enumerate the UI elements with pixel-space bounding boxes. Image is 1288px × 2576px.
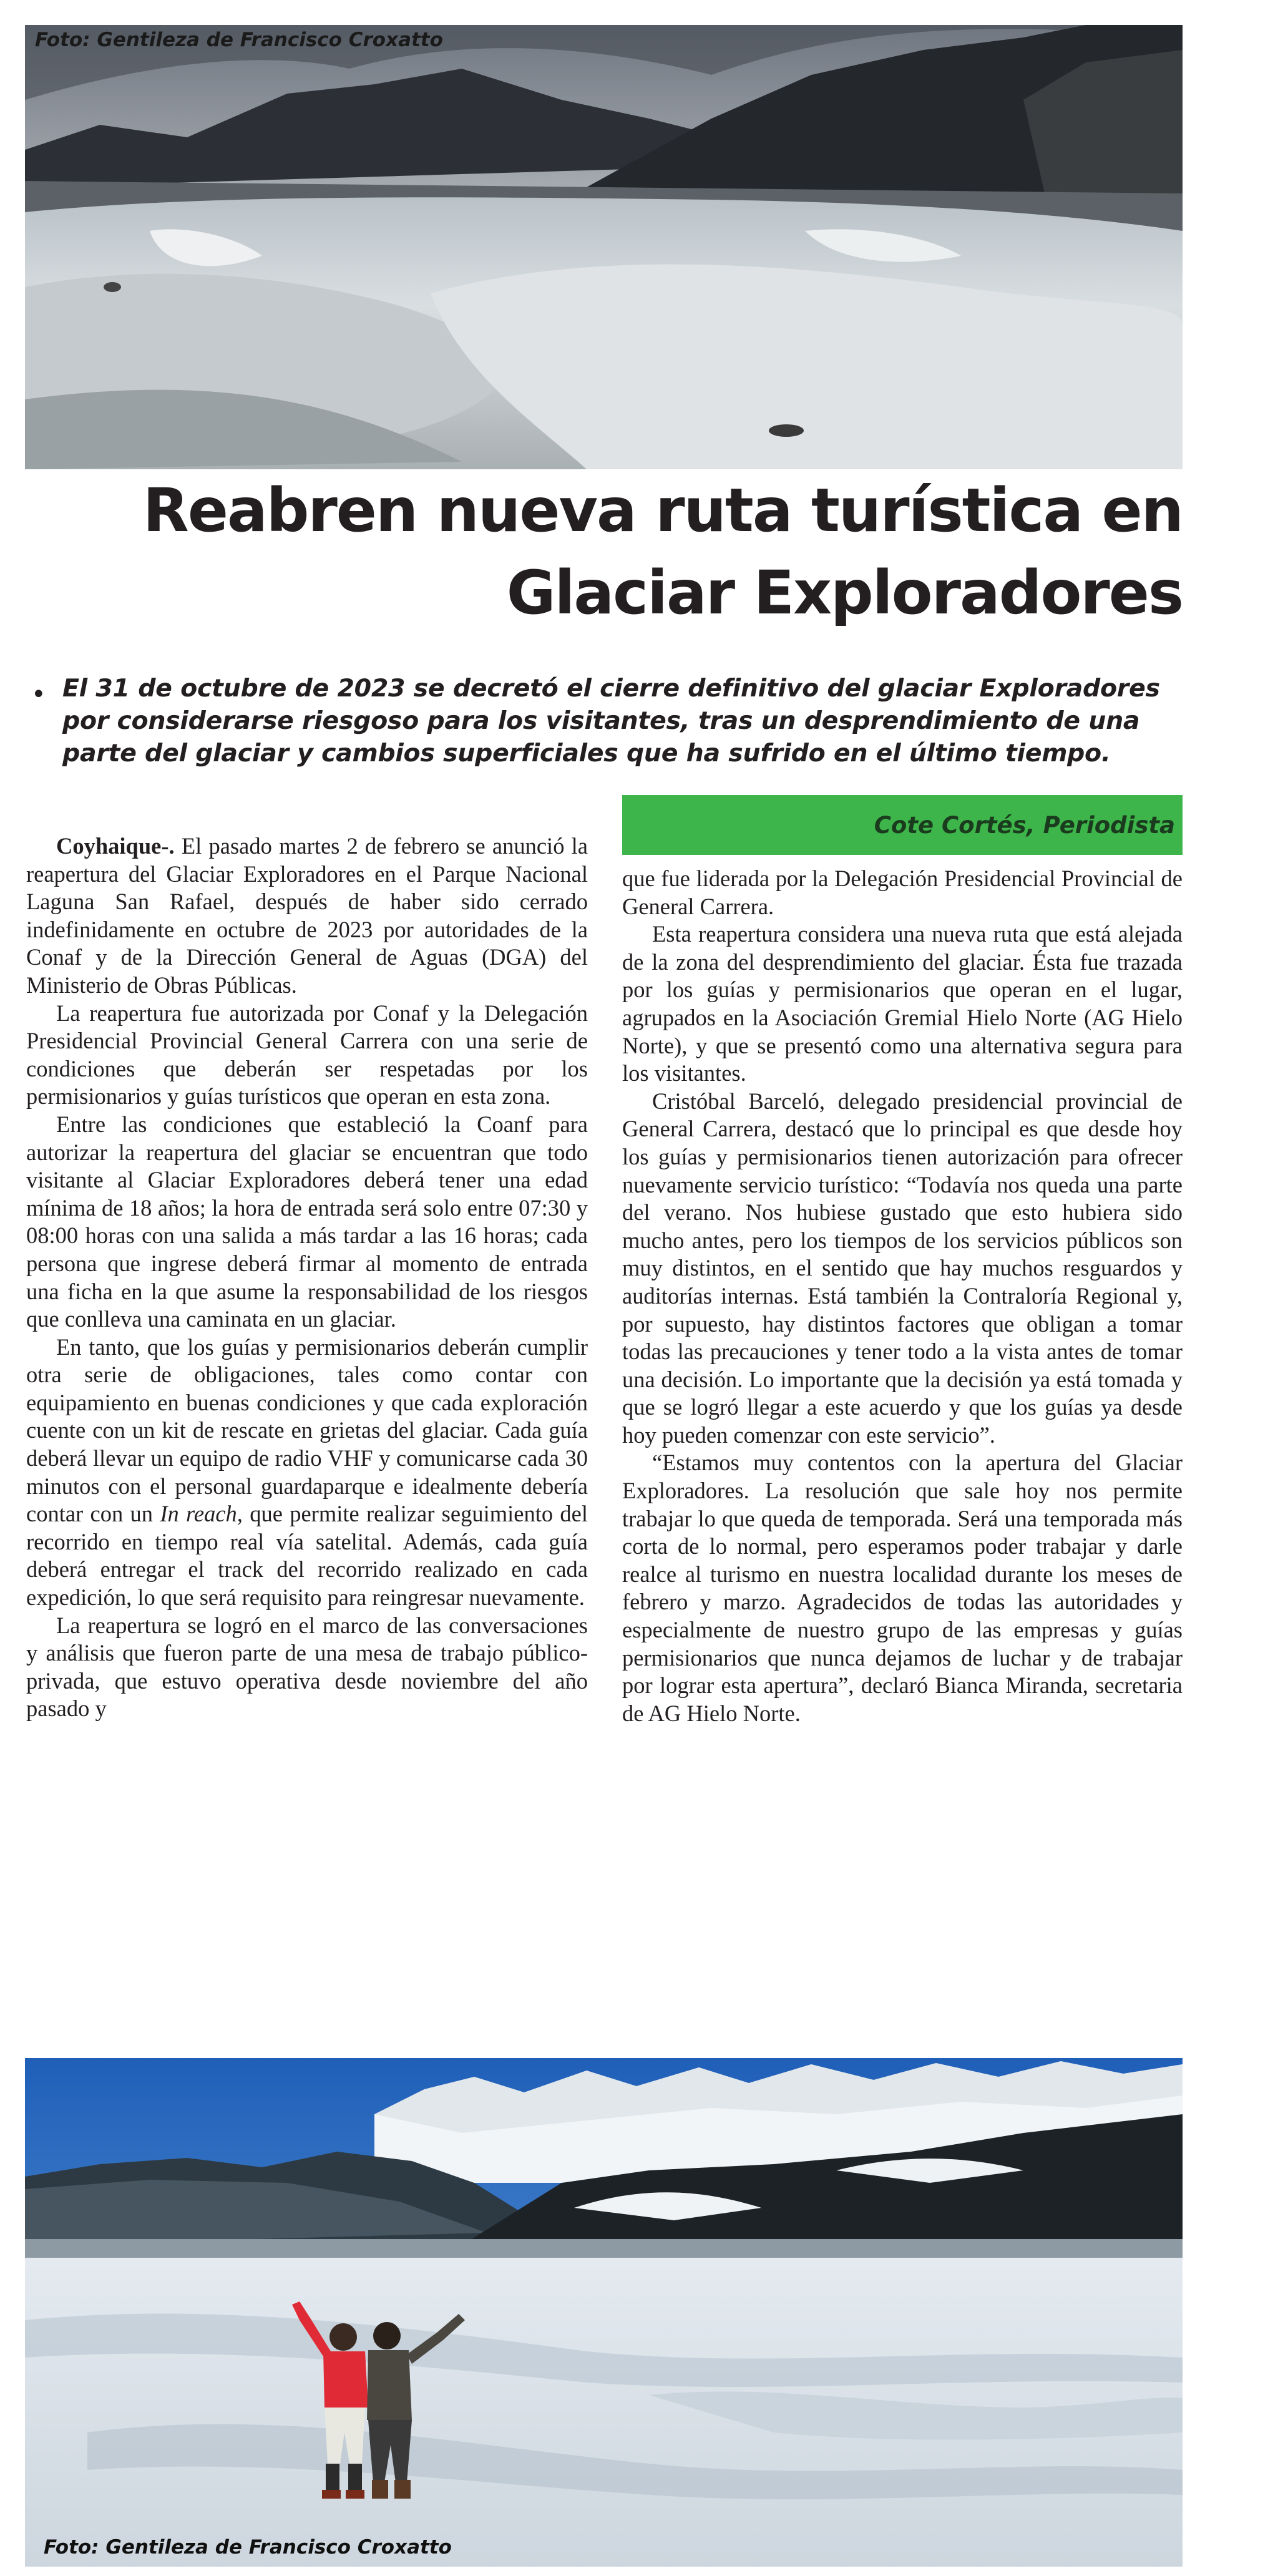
hikers-on-glacier-image xyxy=(25,2058,1183,2567)
headline-line-1: Reabren nueva ruta turística en xyxy=(142,476,1183,545)
headline-line-2: Glaciar Exploradores xyxy=(506,558,1183,628)
byline-banner xyxy=(622,795,1183,855)
top-glacier-photo xyxy=(25,25,1183,469)
paragraph-4 xyxy=(26,1334,588,1612)
article-column-left xyxy=(26,832,588,1723)
paragraph-5-part-a: La reapertura se logró en el marco de las conversaciones y análisis que fueron parte de una mesa de trabajo público-privada, que estuvo operativa desde noviembre del año pasado y xyxy=(26,1612,588,1722)
paragraph-3: Entre las condiciones que estableció la Coanf para autorizar la reapertura del glaciar se encuentran que todo visitante al Glaciar Exploradores deberá tener una edad mínima de 18 años; la hora de entrada será solo entre 07:30 y 08:00 horas con una salida a más tardar a las 16 horas; cada persona que ingrese deberá firmar al momento de entrada una ficha en la que asume la responsabilidad de los riesgos que conlleva una caminata en un glaciar. xyxy=(26,1111,588,1332)
bottom-glacier-photo xyxy=(25,2058,1183,2567)
bottom-photo-credit: Foto: Gentileza de Francisco Croxatto xyxy=(44,2536,452,2559)
glacier-landscape-image xyxy=(25,25,1183,469)
paragraph-4-emphasis: In reach, xyxy=(160,1501,243,1527)
paragraph-5-part-b: que fue liderada por la Delegación Presidencial Provincial de General Carrera. xyxy=(622,866,1183,919)
paragraph-4-text-a: En tanto, que los guías y permisionarios deberán cumplir otra serie de obligaciones, tales como contar con equipamiento en buenas condiciones y que cada exploración cuente con un kit de rescate en grietas del glaciar. Cada guía deberá llevar un equipo de radio VHF y comunicarse cada 30 minutos con el personal guardaparque e idealmente debería contar con un xyxy=(26,1334,588,1527)
paragraph-1-text: El pasado martes 2 de febrero se anunció la reapertura del Glaciar Exploradores en el Parque Nacional Laguna San Rafael, después de haber sido cerrado indefinidamente en octubre de 2023 por autoridades de la Conaf y de la Dirección General de Aguas (DGA) del Ministerio de Obras Públicas. xyxy=(26,833,588,998)
top-photo-credit: Foto: Gentileza de Francisco Croxatto xyxy=(35,29,443,51)
article-column-right xyxy=(622,865,1183,1727)
paragraph-2: La reapertura fue autorizada por Conaf y la Delegación Presidencial Provincial General Carrera con una serie de condiciones que deberán ser respetadas por los permisionarios y guías turísticos que operan en esta zona. xyxy=(26,1000,588,1110)
headline xyxy=(56,469,1183,634)
bullet-icon: • xyxy=(31,680,46,709)
paragraph-1 xyxy=(26,832,588,1000)
lede-text: El 31 de octubre de 2023 se decretó el cierre definitivo del glaciar Exploradores por considerarse riesgoso para los visitantes, tras un desprendimiento de una parte del glaciar y cambios superficiales que ha sufrido en el último tiempo. xyxy=(62,674,1160,768)
paragraph-8: “Estamos muy contentos con la apertura del Glaciar Exploradores. La resolución que sale hoy nos permite trabajar lo que queda de temporada. Será una temporada más corta de lo normal, pero esperamos poder trabajar y darle realce al turismo en nuestra localidad durante los meses de febrero y marzo. Agradecidos de todas las autoridades y especialmente de nuestro grupo de las empresas y guías permisionarios que nunca dejamos de luchar y de trabajar por lograr esta apertura”, declaró Bianca Miranda, secretaria de AG Hielo Norte. xyxy=(622,1450,1183,1726)
paragraph-7: Cristóbal Barceló, delegado presidencial provincial de General Carrera, destacó que lo principal es que desde hoy los guías y permisionarios tienen autorización para ofrecer nuevamente servicio turístico: “Todavía nos queda una parte del verano. Nos hubiese gustado que esto hubiera sido mucho antes, pero los tiempos de los servicios públicos son muy distintos, en el sentido que hay muchos resguardos y auditorías internas. Está también la Contraloría Regional y, por supuesto, hay distintos factores que obligan a tomar todas las precauciones y tener todo a la vista antes de tomar una decisión. Lo importante que la decisión ya está tomada y que se logró llegar a este acuerdo y que los guías ya desde hoy pueden comenzar con este servicio”. xyxy=(622,1088,1183,1448)
dateline: Coyhaique-. xyxy=(56,833,175,859)
byline-text: Cote Cortés, Periodista xyxy=(874,811,1175,839)
paragraph-6: Esta reapertura considera una nueva ruta que está alejada de la zona del desprendimiento del glaciar. Ésta fue trazada por los guías y permisionarios que operan en el lugar, agrupados en la Asociación Gremial Hielo Norte (AG Hielo Norte), y que se presentó como una alternativa segura para los visitantes. xyxy=(622,921,1183,1086)
paragraph-4-text-b: que permite realizar seguimiento del recorrido en tiempo real vía satelital. Además, cada guía deberá entregar el track del recorrido realizado en cada expedición, lo que será requisito para reingresar nuevamente. xyxy=(26,1501,588,1611)
